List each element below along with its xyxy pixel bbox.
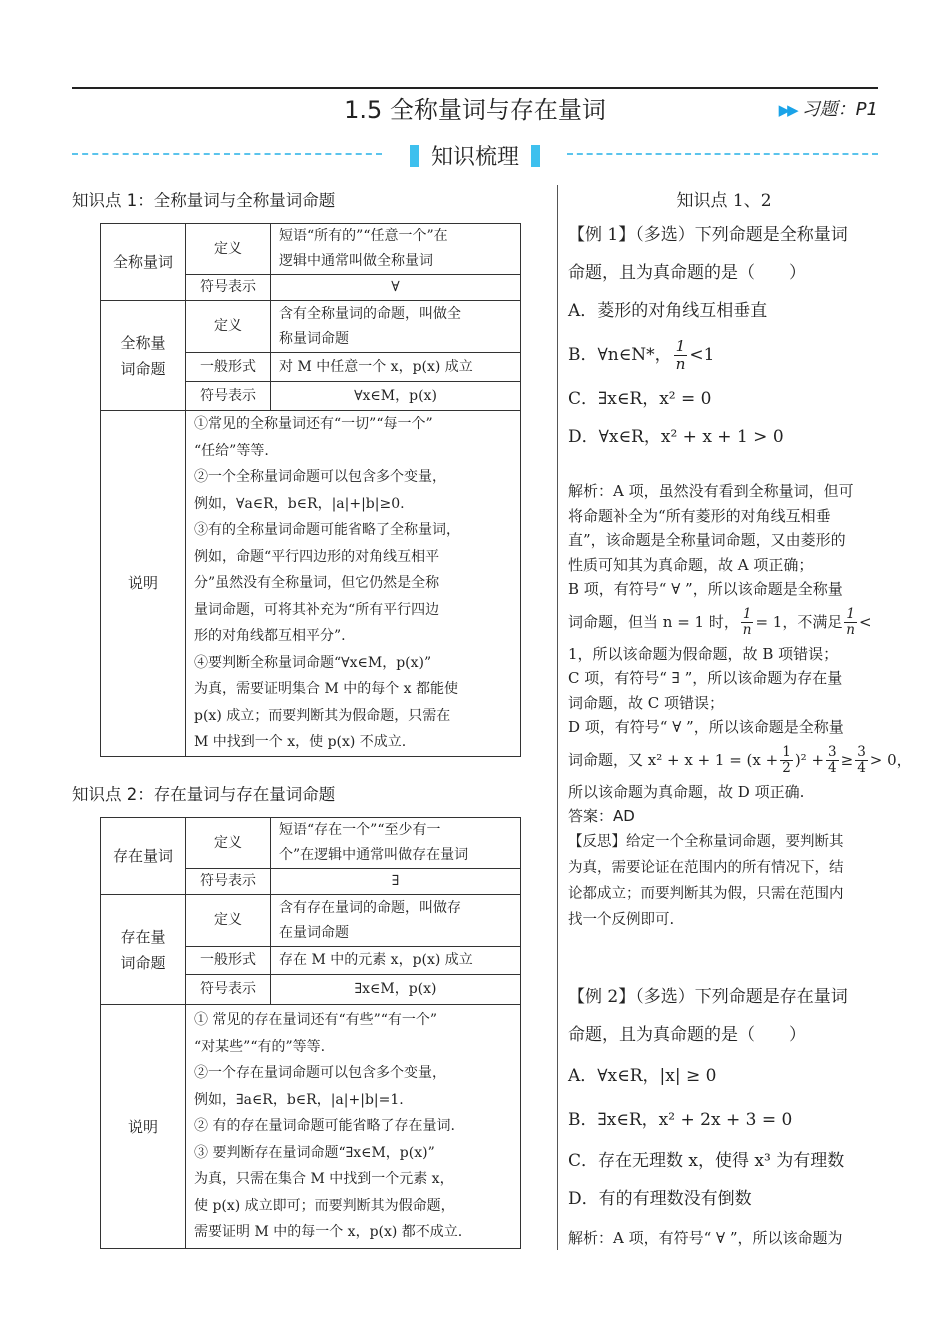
cell: ∀	[271, 275, 521, 301]
cell: ∃	[271, 869, 521, 895]
right-heading: 知识点 1、2	[676, 191, 772, 211]
cell: 全称量 词命题	[101, 301, 186, 411]
cell: 定义	[186, 224, 271, 275]
kp2-heading: 知识点 2：存在量词与存在量词命题	[72, 785, 336, 804]
cell: 短语“所有的”“任意一个”在 逻辑中通常叫做全称量词	[271, 224, 521, 275]
column-divider	[557, 185, 558, 1250]
kp1-table	[100, 223, 521, 757]
cell: ∃x∈M，p(x)	[271, 975, 521, 1005]
bar-icon	[531, 145, 540, 167]
page-title: 1.5 全称量词与存在量词	[344, 96, 606, 124]
exercise-link[interactable]: ▶▶ 习题：P1	[778, 99, 878, 120]
header-rule	[72, 87, 878, 89]
cell: 定义	[186, 895, 271, 947]
example-1-analysis: 解析：A 项，虽然没有看到全称量词，但可 将命题补全为“所有菱形的对角线互相垂 直”，该命题是全称量词命题，又由菱形的 性质可知其为真命题，故 A 项正确； B 项，有符号“ ∀ ”，所以该命题是全称量 词命题，但当 n = 1 时， $\frac{1}{n}$ = 1，不满足 $\frac{1}{n}$ < 1，所以该命题为假命题，故 B 项错误； C 项，有符号“ ∃ ”，所以该命题为存在量 词命题，故 C 项错误； D 项，有符号“ ∀ ”，所以该命题是全称量 词命题，又 x² + x + 1 = (x + $\frac{1}{2}$ )² + $\frac{3}{4}$ ≥ $\frac{3}{4}$ > 0， 所以该命题为真命题，故 D 项正确. 答案：AD 【反思】给定一个全称量词命题，要判断其 为真，需要论证在范围内的所有情况下，结 论都成立；而要判断其为假，只需在范围内 找一个反例即可.	[568, 482, 912, 928]
cell: 符号表示	[186, 275, 271, 301]
cell: 符号表示	[186, 869, 271, 895]
cell: 说明	[101, 1005, 186, 1249]
cell: ①常见的全称量词还有“一切”“每一个” “任给”等等. ②一个全称量词命题可以包含多个变量， 例如，∀a∈R，b∈R，|a|+|b|≥0. ③有的全称量词命题可能省略了全称量词， 例如，命题“平行四边形的对角线互相平 分”虽然没有全称量词，但它仍然是全称 量词命题，可将其补充为“所有平行四边 形的对角线都互相平分”. ④要判断全称量词命题“∀x∈M，p(x)” 为真，需要证明集合 M 中的每个 x 都能使 p(x) 成立；而要判断其为假命题，只需在 M 中找到一个 x，使 p(x) 不成立.	[186, 411, 521, 757]
example-1: 【例 1】（多选）下列命题是全称量词 命题，且为真命题的是（ ） A．菱形的对角线互相垂直 B．∀n∈N*， $\frac{1}{n}$ <1 C．∃x∈R，x² = 0 D．∀x∈R，x² + x + 1 > 0	[568, 225, 848, 447]
cell: 含有存在量词的命题，叫做存 在量词命题	[271, 895, 521, 947]
example-2: 【例 2】（多选）下列命题是存在量词 命题，且为真命题的是（ ） A．∀x∈R，|x| ≥ 0 B．∃x∈R，x² + 2x + 3 = 0 C．存在无理数 x，使得 x³ 为有理数 D．有的有理数没有倒数 解析：A 项，有符号“ ∀ ”，所以该命题为	[568, 987, 848, 1247]
cell: 对 M 中任意一个 x，p(x) 成立	[271, 353, 521, 382]
cell: 一般形式	[186, 947, 271, 975]
cell: 存在量词	[101, 818, 186, 895]
section-title: 知识梳理	[0, 140, 950, 171]
cell: 定义	[186, 818, 271, 869]
cell: ∀x∈M，p(x)	[271, 382, 521, 411]
kp1-heading: 知识点 1：全称量词与全称量词命题	[72, 191, 336, 210]
cell: 含有全称量词的命题，叫做全 称量词命题	[271, 301, 521, 353]
cell: 说明	[101, 411, 186, 757]
cell: ① 常见的存在量词还有“有些”“有一个” “对某些”“有的”等等. ②一个存在量词命题可以包含多个变量， 例如，∃a∈R，b∈R，|a|+|b|=1. ② 有的存在量词命题可能省略了存在量词. ③ 要判断存在量词命题“∃x∈M，p(x)” 为真，只需在集合 M 中找到一个元素 x， 使 p(x) 成立即可；而要判断其为假命题， 需要证明 M 中的每一个 x，p(x) 都不成立.	[186, 1005, 521, 1249]
double-arrow-icon: ▶▶	[778, 101, 796, 119]
cell: 存在 M 中的元素 x，p(x) 成立	[271, 947, 521, 975]
bar-icon	[410, 145, 419, 167]
cell: 一般形式	[186, 353, 271, 382]
cell: 全称量词	[101, 224, 186, 301]
cell: 符号表示	[186, 382, 271, 411]
cell: 定义	[186, 301, 271, 353]
cell: 存在量 词命题	[101, 895, 186, 1005]
kp2-table	[100, 817, 521, 1249]
cell: 符号表示	[186, 975, 271, 1005]
cell: 短语“存在一个”“至少有一 个”在逻辑中通常叫做存在量词	[271, 818, 521, 869]
